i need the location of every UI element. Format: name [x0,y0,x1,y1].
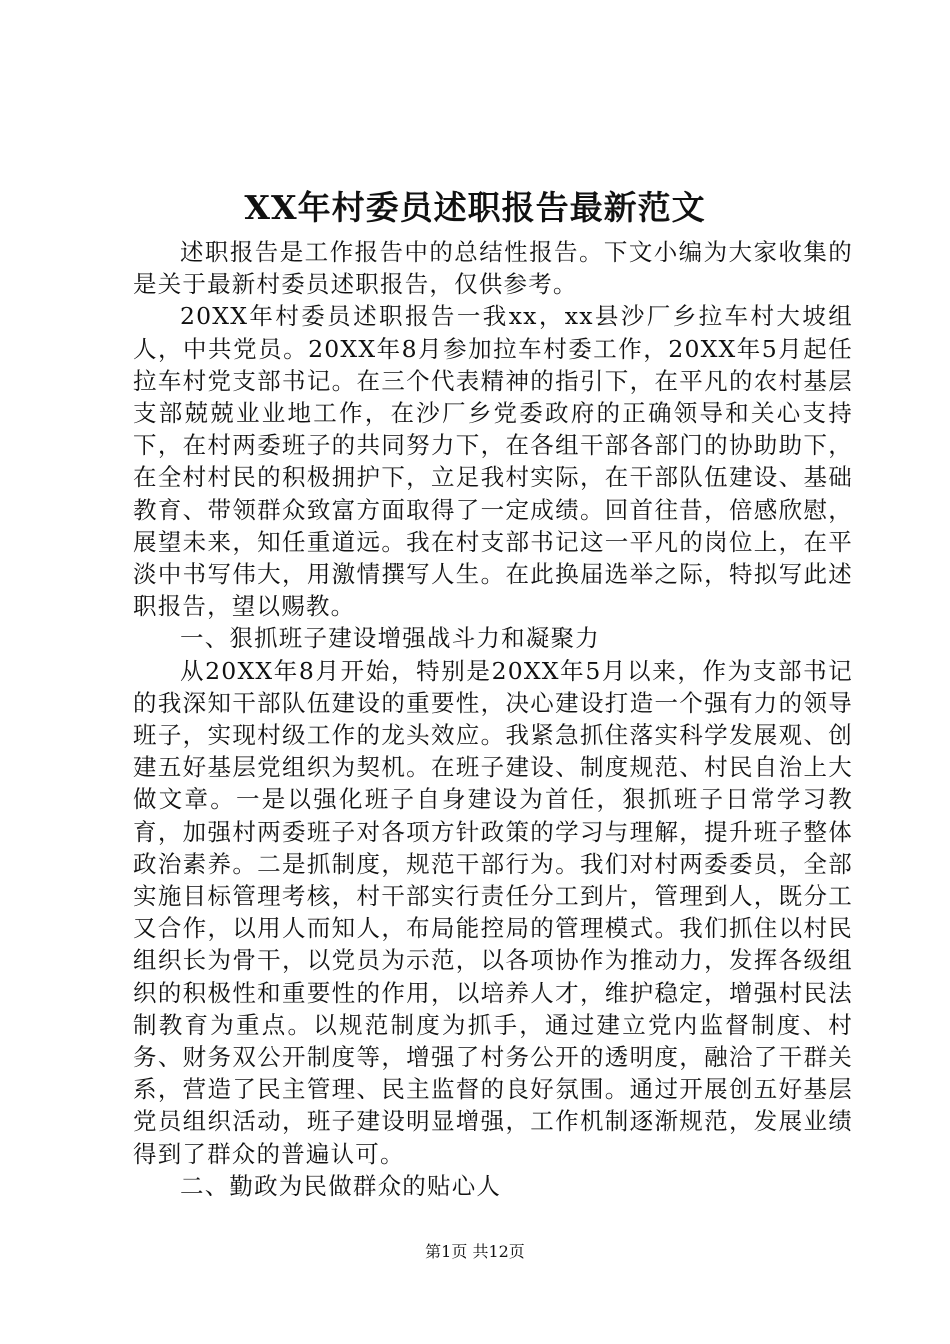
paragraph-intro: 述职报告是工作报告中的总结性报告。下文小编为大家收集的是关于最新村委员述职报告，仅供参考。 [133,238,853,299]
section-heading-2: 二、勤政为民做群众的贴心人 [180,1171,502,1200]
document-title: XX年村委员述职报告最新范文 [244,188,706,227]
section-heading-1: 一、狠抓班子建设增强战斗力和凝聚力 [180,624,600,653]
document-body [133,236,853,1202]
paragraph-self-introduction: 20XX年村委员述职报告一我xx，xx县沙厂乡拉车村大坡组人，中共党员。20XX年8月参加拉车村委工作，20XX年5月起任拉车村党支部书记。在三个代表精神的指引下，在平凡的农村基层支部兢兢业业地工作，在沙厂乡党委政府的正确领导和关心支持下，在村两委班子的共同努力下，在各组干部各部门的协助助下，在全村村民的积极拥护下，立足我村实际，在干部队伍建设、基础教育、带领群众致富方面取得了一定成绩。回首往昔，倍感欣慰，展望未来，知任重道远。我在村支部书记这一平凡的岗位上，在平淡中书写伟大，用激情撰写人生。在此换届选举之际，特拟写此述职报告，望以赐教。 [133,302,853,621]
paragraph-team-building: 从20XX年8月开始，特别是20XX年5月以来，作为支部书记的我深知干部队伍建设的重要性，决心建设打造一个强有力的领导班子，实现村级工作的龙头效应。我紧急抓住落实科学发展观、创建五好基层党组织为契机。在班子建设、制度规范、村民自治上大做文章。一是以强化班子自身建设为首任，狠抓班子日常学习教育，加强村两委班子对各项方针政策的学习与理解，提升班子整体政治素养。二是抓制度，规范干部行为。我们对村两委委员，全部实施目标管理考核，村干部实行责任分工到片，管理到人，既分工又合作，以用人而知人，布局能控局的管理模式。我们抓住以村民组织长为骨干，以党员为示范，以各项协作为推动力，发挥各级组织的积极性和重要性的作用，以培养人才，维护稳定，增强村民法制教育为重点。以规范制度为抓手，通过建立党内监督制度、村务、财务双公开制度等，增强了村务公开的透明度，融洽了干群关系，营造了民主管理、民主监督的良好氛围。通过开展创五好基层党员组织活动，班子建设明显增强，工作机制逐渐规范，发展业绩得到了群众的普遍认可。 [133,656,853,1168]
page-number-footer: 第1页 共12页 [425,1242,525,1261]
